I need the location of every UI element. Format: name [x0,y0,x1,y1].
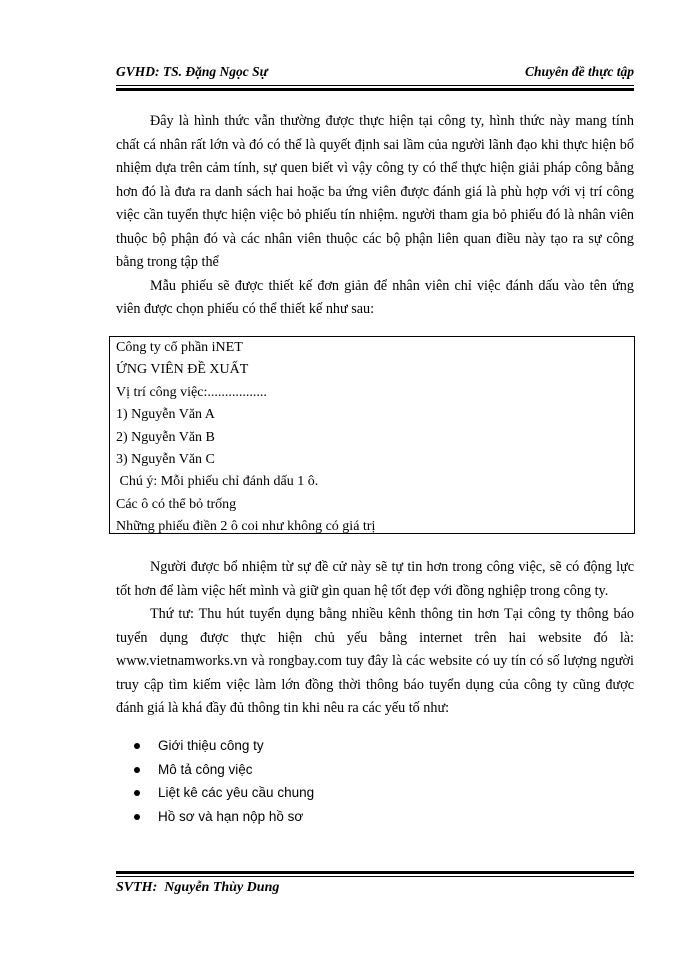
page-footer: SVTH: Nguyễn Thùy Dung [116,880,280,895]
list-item-label: Mô tả công việc [158,761,253,777]
header-rule-thick [116,88,634,91]
bullet-icon [134,790,140,796]
bullet-icon [134,743,140,749]
form-rule-invalid: Những phiếu điền 2 ô coi như không có giá trị [116,519,376,535]
footer-rule-thick [116,871,634,874]
header-title: Chuyên đề thực tập [525,64,634,79]
page-header [116,64,634,84]
form-candidate-1: 1) Nguyễn Văn A [116,407,215,423]
list-item [134,758,314,782]
list-item-label: Giới thiệu công ty [158,738,264,753]
paragraph: Mẫu phiếu sẽ được thiết kế đơn giản để nhân viên chỉ việc đánh dấu vào tên ứng viên được chọn phiếu có thể thiết kế như sau: [116,277,634,317]
paragraph: Người được bổ nhiệm từ sự đề cử này sẽ tự tin hơn trong công việc, sẽ có động lực tốt hơn để làm việc hết mình và giữ gìn quan hệ tốt đẹp với đồng nghiệp trong công ty. [116,559,634,599]
header-advisor: GVHD: TS. Đặng Ngọc Sự [116,64,268,79]
bullet-icon [134,767,140,773]
list-item [134,805,314,829]
header-rule-thin [116,85,634,86]
form-rule-empty: Các ô có thể bỏ trống [116,496,237,512]
body-bottom [116,556,634,721]
list-item [134,781,314,805]
form-company: Công ty cổ phần iNET [116,340,243,355]
form-note: Chú ý: Mỗi phiếu chỉ đánh dấu 1 ô. [116,474,319,490]
form-heading: ỨNG VIÊN ĐỀ XUẤT [116,362,249,378]
form-position: Vị trí công việc:................. [116,384,267,400]
ballot-form-box [109,336,635,534]
list-item-label: Hồ sơ và hạn nộp hồ sơ [158,808,304,824]
list-item [134,734,314,758]
paragraph: Đây là hình thức vẫn thường được thực hiện tại công ty, hình thức này mang tính chất cá nhân rất lớn và đó có thể là quyết định sai lầm của người lãnh đạo khi thực hiện bổ nhiệm dựa trên cảm tính, sự quen biết vì vậy công ty có thể thực hiện giải pháp công bằng hơn đó là đưa ra danh sách hai hoặc ba ứng viên được đánh giá là phù hợp với vị trí công việc cần tuyển thực hiện việc bỏ phiếu tín nhiệm. người tham gia bỏ phiếu đó là nhân viên thuộc bộ phận đó và các nhân viên thuộc các bộ phận liên quan điều này tạo ra sự công bằng trong tập thể [116,113,634,270]
form-candidate-2: 2) Nguyễn Văn B [116,429,215,445]
bullet-icon [134,814,140,820]
footer-rule-thin [116,876,634,877]
list-item-label: Liệt kê các yêu cầu chung [158,785,315,800]
form-candidate-3: 3) Nguyễn Văn C [116,452,215,468]
body-top [116,110,634,322]
paragraph: Thứ tư: Thu hút tuyển dụng bằng nhiều kênh thông tin hơn Tại công ty thông báo tuyển dụng được thực hiện chủ yếu bằng internet trên hai website đó là: www.vietnamworks.vn và rongbay.com tuy đây là các website có uy tín có số lượng người truy cập tìm kiếm việc làm lớn đồng thời thông báo tuyển dụng của công ty cũng được đánh giá là khá đầy đủ thông tin khi nêu ra các yếu tố như: [116,606,634,716]
requirements-list [134,734,314,828]
